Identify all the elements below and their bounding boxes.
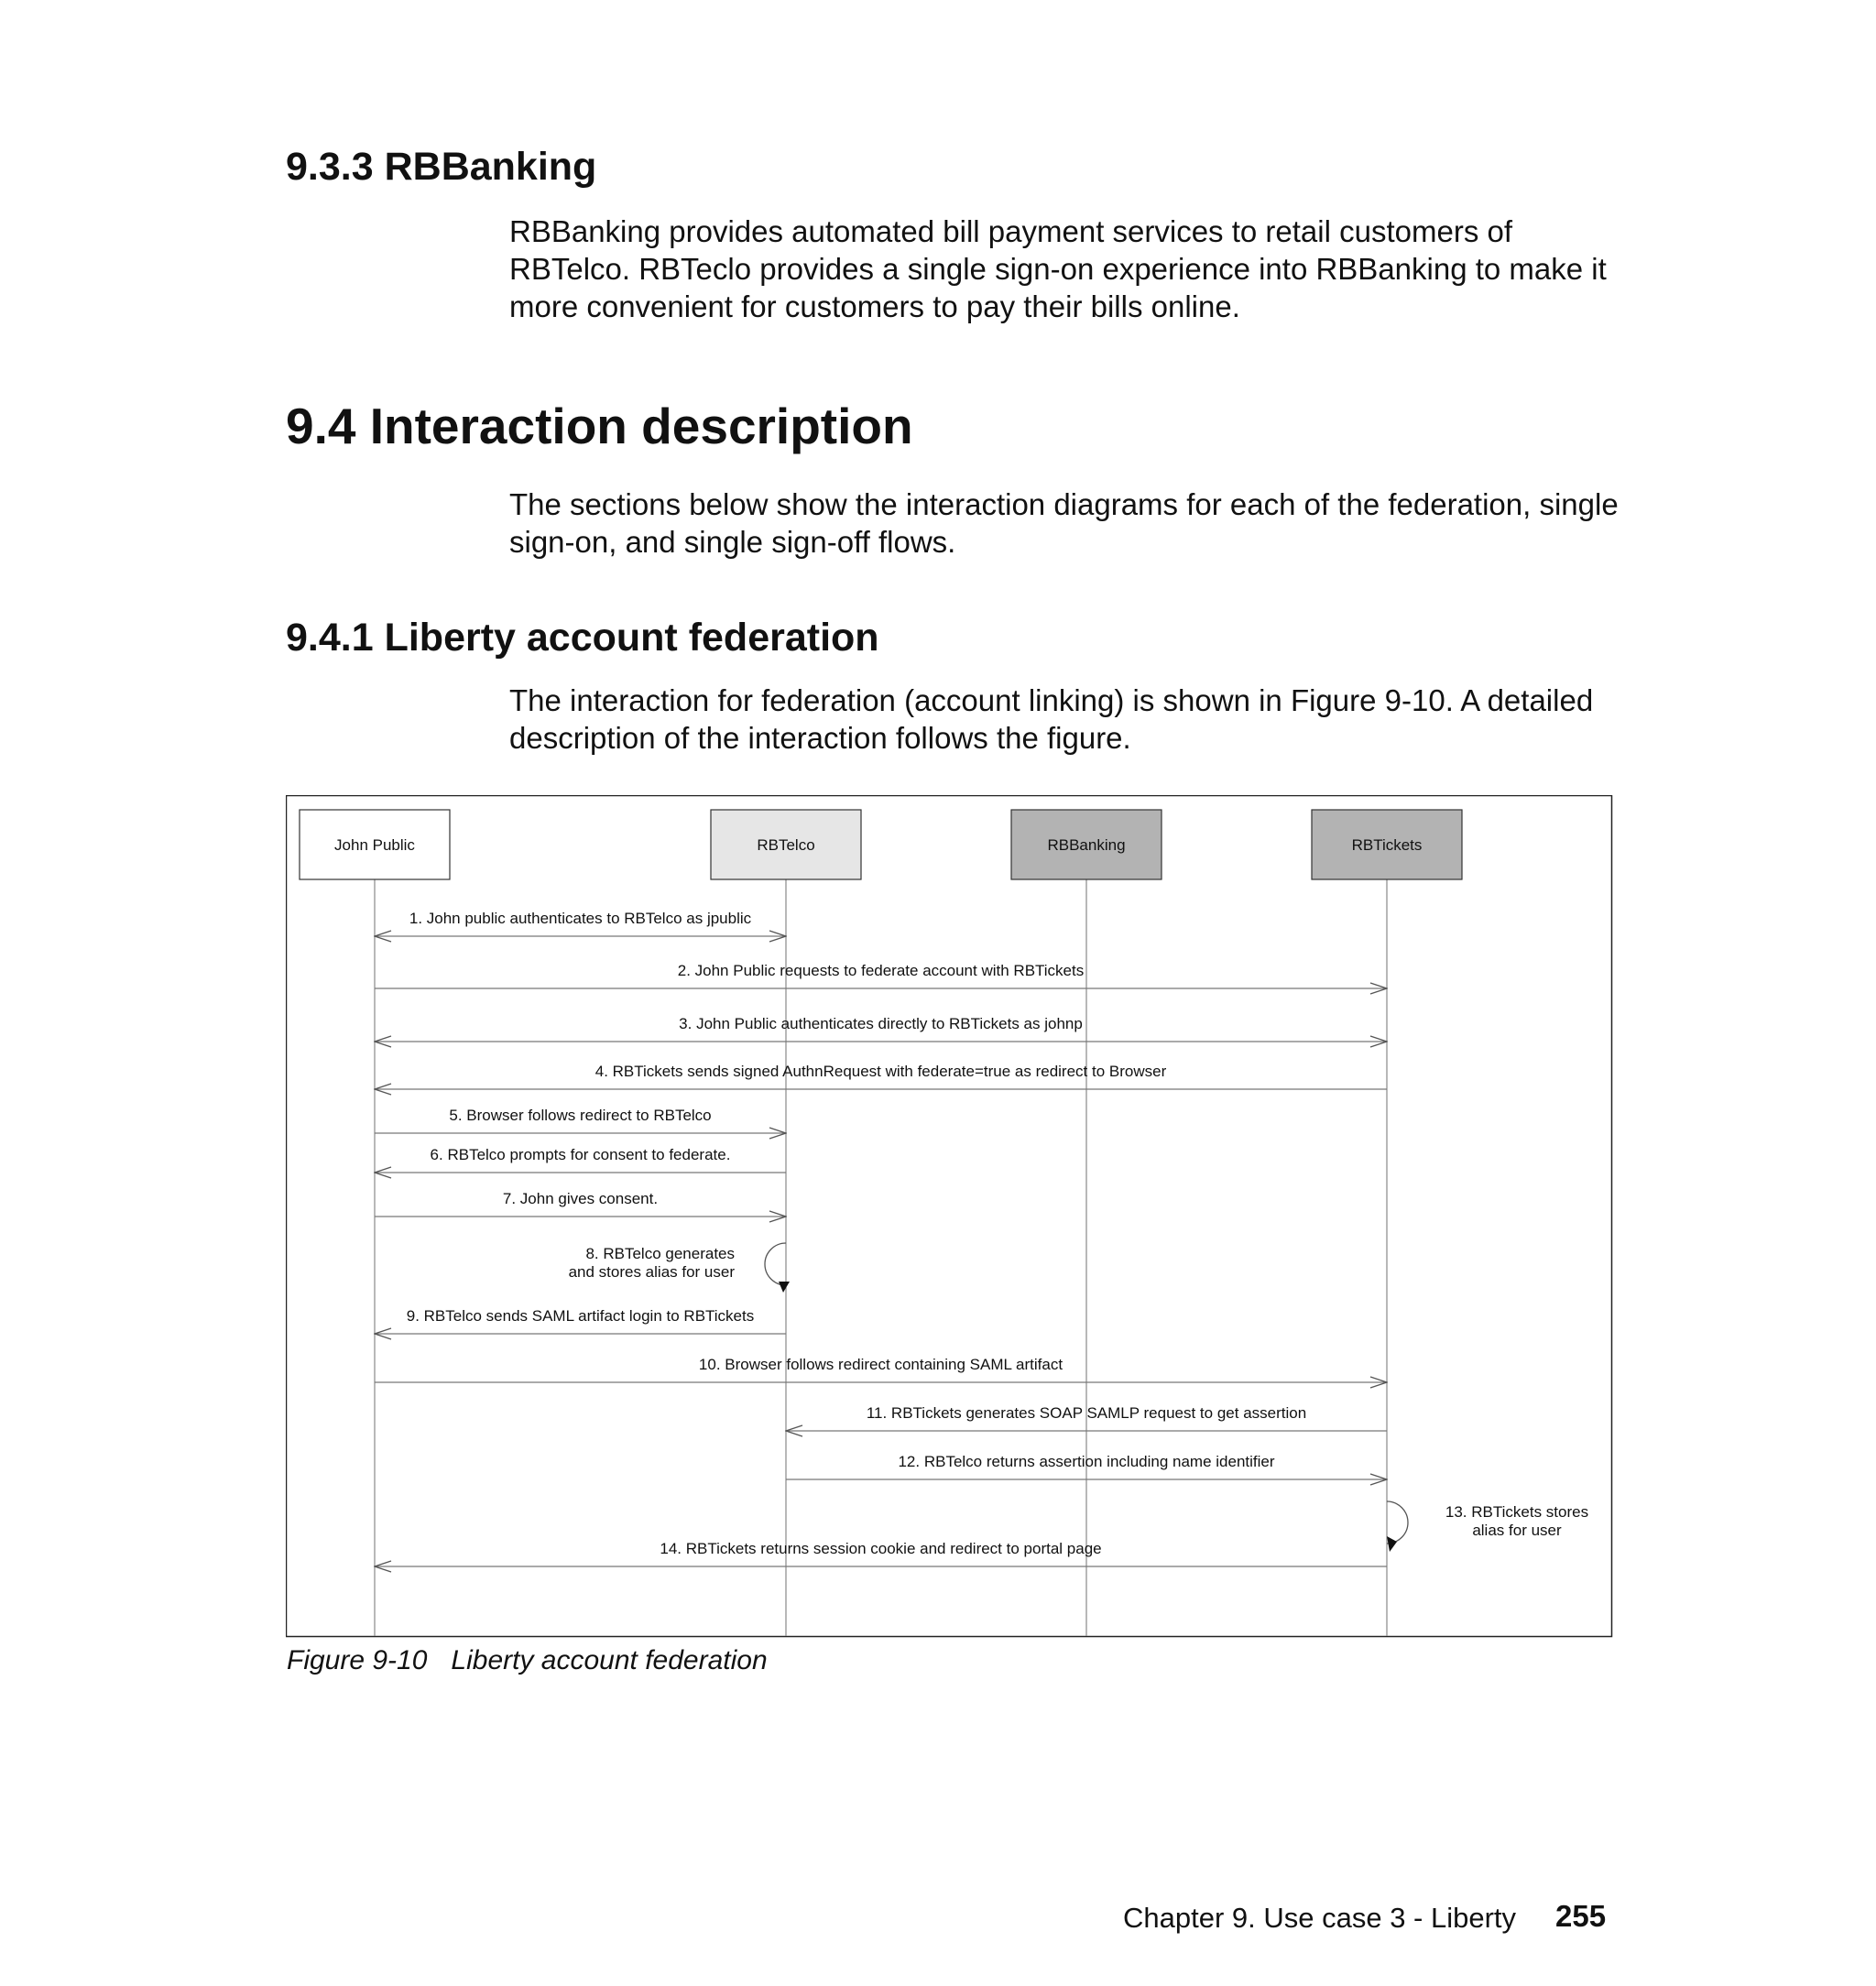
message-label: 14. RBTickets returns session cookie and redirect to portal page <box>660 1540 1102 1557</box>
self-call-label: alias for user <box>1472 1522 1562 1539</box>
figure-caption <box>287 1643 768 1678</box>
message-label: 6. RBTelco prompts for consent to federate. <box>430 1146 731 1163</box>
self-call-label: 8. RBTelco generates <box>585 1245 735 1262</box>
message-label: 5. Browser follows redirect to RBTelco <box>449 1107 712 1124</box>
message-label: 11. RBTickets generates SOAP SAMLP request to get assertion <box>866 1404 1307 1422</box>
self-call-label: and stores alias for user <box>568 1263 735 1281</box>
actor-label-john-public: John Public <box>334 836 415 854</box>
section-heading-9-4: 9.4 Interaction description <box>286 398 913 454</box>
figure-caption-title: Liberty account federation <box>451 1645 768 1675</box>
sequence-diagram <box>286 795 1614 1642</box>
figure-caption-label: Figure 9-10 <box>287 1645 428 1675</box>
actor-label-rbtelco: RBTelco <box>757 836 815 854</box>
message-label: 4. RBTickets sends signed AuthnRequest with federate=true as redirect to Browser <box>594 1063 1167 1080</box>
message-label: 3. John Public authenticates directly to RBTickets as johnp <box>679 1015 1083 1032</box>
section-9-4-paragraph: The sections below show the interaction diagrams for each of the federation, single sign-on, and single sign-off flows. <box>509 487 1619 559</box>
actor-label-rbtickets: RBTickets <box>1351 836 1423 854</box>
message-label: 10. Browser follows redirect containing SAML artifact <box>698 1356 1063 1373</box>
message-label: 1. John public authenticates to RBTelco as jpublic <box>409 910 752 927</box>
actor-label-rbbanking: RBBanking <box>1047 836 1126 854</box>
footer-page-number: 255 <box>1555 1899 1607 1933</box>
message-label: 9. RBTelco sends SAML artifact login to RBTickets <box>406 1307 755 1325</box>
message-label: 2. John Public requests to federate account with RBTickets <box>677 962 1085 979</box>
section-9-4-1-paragraph: The interaction for federation (account linking) is shown in Figure 9-10. A detailed description of the interaction follows the figure. <box>509 683 1594 755</box>
footer-chapter: Chapter 9. Use case 3 - Liberty <box>1123 1902 1517 1934</box>
section-heading-9-4-1: 9.4.1 Liberty account federation <box>286 616 879 660</box>
self-call-label: 13. RBTickets stores <box>1445 1503 1589 1521</box>
section-9-3-3-paragraph: RBBanking provides automated bill payment services to retail customers of RBTelco. RBTeclo provides a single sign-on experience into RBBanking to make it more convenient for customers to pay their bills online. <box>509 214 1607 323</box>
message-label: 7. John gives consent. <box>502 1190 659 1207</box>
message-label: 12. RBTelco returns assertion including name identifier <box>898 1453 1275 1470</box>
section-heading-9-3-3: 9.3.3 RBBanking <box>286 145 597 189</box>
